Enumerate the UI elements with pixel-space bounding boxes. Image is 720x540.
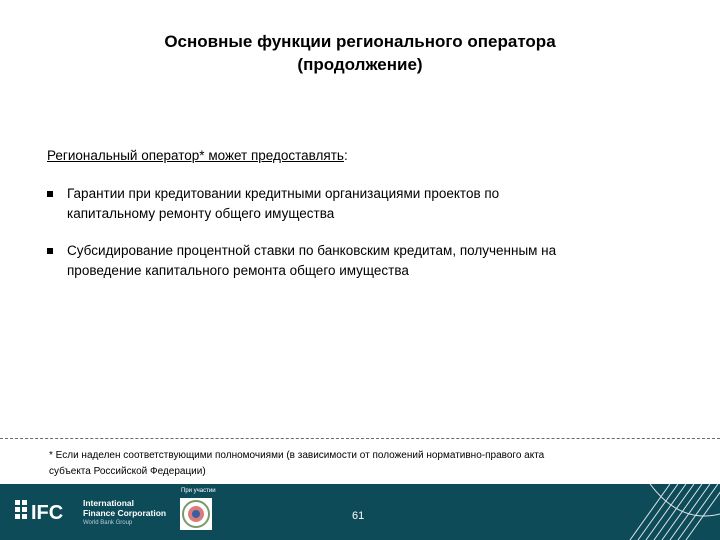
ifc-logo [13, 498, 79, 524]
page-number: 61 [352, 510, 365, 522]
ifc-org-sub: World Bank Group [83, 520, 133, 526]
slide-title-line2: (продолжение) [297, 55, 423, 74]
bullet-text-1 [67, 184, 499, 224]
footer-decoration [610, 484, 720, 540]
ifc-org-line2: Finance Corporation [83, 508, 167, 518]
partner-emblem-icon [180, 498, 212, 530]
intro-colon: : [343, 148, 348, 163]
ifc-org-line1: International [83, 498, 135, 508]
bullet-item-1 [47, 184, 499, 224]
footer-bar [0, 484, 720, 540]
bullet-2-line2: проведение капитального ремонта общего имущества [67, 263, 409, 278]
slide-title-line1: Основные функции регионального оператора [164, 32, 556, 51]
footnote-divider [0, 438, 720, 439]
intro-underlined: Региональный оператор* может предоставлять [47, 148, 344, 163]
footnote-line1: * Если наделен соответствующими полномочиями (в зависимости от положений нормативно-правого акта [49, 450, 545, 461]
support-label: При участии [181, 488, 216, 494]
bullet-text-2 [67, 241, 556, 281]
bullet-1-line1: Гарантии при кредитовании кредитными организациями проектов по [67, 186, 500, 201]
footnote [49, 448, 544, 480]
ifc-logo-text: IFC [31, 502, 64, 524]
bullet-2-line1: Субсидирование процентной ставки по банковским кредитам, полученным на [67, 243, 557, 258]
bullet-square-icon [47, 191, 53, 197]
slide-title [60, 30, 660, 76]
bullet-item-2 [47, 241, 556, 281]
ifc-org-name [83, 498, 166, 528]
bullet-1-line2: капитальному ремонту общего имущества [67, 206, 335, 221]
intro-text [47, 148, 348, 163]
footnote-line2: субъекта Российской Федерации) [49, 466, 206, 477]
bullet-square-icon [47, 248, 53, 254]
